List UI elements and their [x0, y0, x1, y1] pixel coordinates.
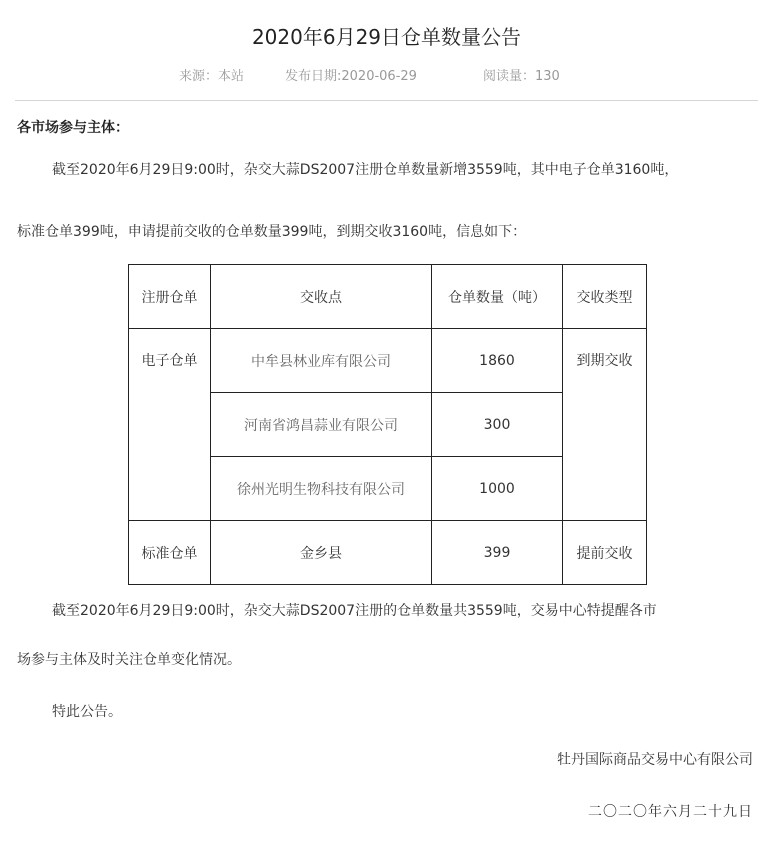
header-receipt-type: 注册仓单 [129, 265, 211, 329]
signature-date: 二〇二〇年六月二十九日 [588, 804, 753, 820]
quantity: 300 [432, 393, 563, 457]
quantity: 1000 [432, 457, 563, 521]
paragraph-2-line-1: 截至2020年6月29日9:00时，杂交大蒜DS2007注册的仓单数量共3559吨，交易中心特提醒各市 [52, 603, 657, 619]
quantity: 399 [432, 521, 563, 585]
receipt-type-standard: 标准仓单 [129, 521, 211, 585]
table-header-row [129, 265, 647, 329]
quantity: 1860 [432, 329, 563, 393]
delivery-type-early: 提前交收 [563, 521, 647, 585]
table-row [129, 521, 647, 585]
header-quantity: 仓单数量（吨） [432, 265, 563, 329]
delivery-location: 金乡县 [211, 521, 432, 585]
salutation: 各市场参与主体： [17, 120, 129, 136]
paragraph-1-line-1: 截至2020年6月29日9:00时，杂交大蒜DS2007注册仓单数量新增3559吨，其中电子仓单3160吨， [52, 162, 679, 178]
view-count: 阅读量：130 [483, 69, 560, 84]
article-source: 来源：本站 [179, 69, 245, 84]
paragraph-1-line-2: 标准仓单399吨，申请提前交收的仓单数量399吨，到期交收3160吨，信息如下： [17, 224, 527, 240]
paragraph-2-line-2: 场参与主体及时关注仓单变化情况。 [17, 652, 241, 668]
delivery-type-expiry: 到期交收 [563, 329, 647, 521]
delivery-location: 河南省鸿昌蒜业有限公司 [211, 393, 432, 457]
delivery-location: 徐州光明生物科技有限公司 [211, 457, 432, 521]
header-divider [15, 100, 758, 101]
table-row [129, 329, 647, 393]
header-delivery-type: 交收类型 [563, 265, 647, 329]
closing-remark: 特此公告。 [52, 704, 122, 720]
warehouse-receipt-table [128, 264, 647, 585]
signature-organization: 牡丹国际商品交易中心有限公司 [557, 752, 753, 768]
receipt-type-electronic: 电子仓单 [129, 329, 211, 521]
page-title: 2020年6月29日仓单数量公告 [251, 25, 522, 49]
publish-date: 发布日期:2020-06-29 [285, 69, 417, 84]
delivery-location: 中牟县林业库有限公司 [211, 329, 432, 393]
header-delivery-location: 交收点 [211, 265, 432, 329]
